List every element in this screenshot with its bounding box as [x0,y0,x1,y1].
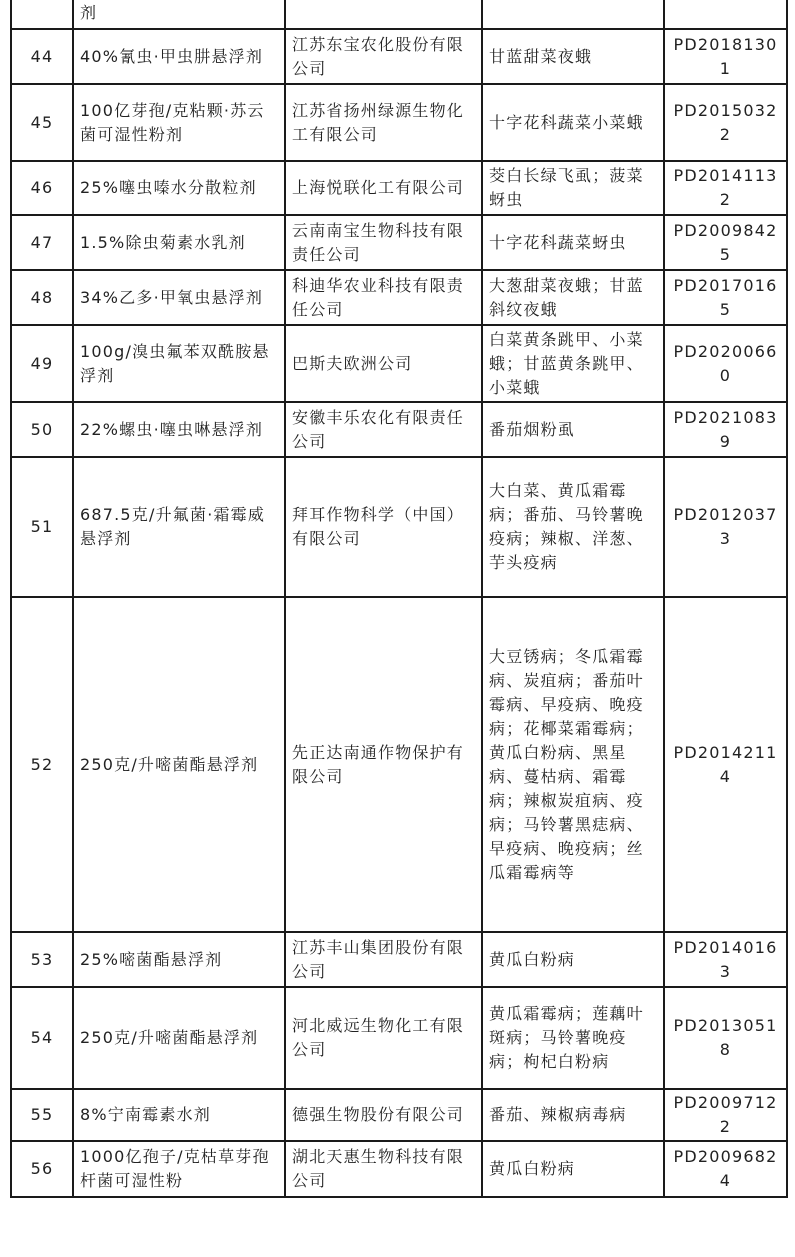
cell-registration-no: PD20210839 [664,402,787,457]
table-row [11,402,787,457]
cell-registration-no: PD20150322 [664,84,787,161]
cell-no: 48 [11,270,73,325]
cell-target: 番茄、辣椒病毒病 [482,1089,664,1141]
table-row [11,457,787,597]
cell-company: 拜耳作物科学（中国）有限公司 [285,457,482,597]
cell-target: 十字花科蔬菜小菜蛾 [482,84,664,161]
cell-company: 云南南宝生物科技有限责任公司 [285,215,482,270]
cell-product-name: 22%螺虫·噻虫啉悬浮剂 [73,402,285,457]
table-row [11,215,787,270]
cell-registration-no: PD20140163 [664,932,787,987]
cell-no: 44 [11,29,73,84]
cell-product-name: 40%氰虫·甲虫肼悬浮剂 [73,29,285,84]
cell-target: 十字花科蔬菜蚜虫 [482,215,664,270]
cell-company: 科迪华农业科技有限责任公司 [285,270,482,325]
cell-registration-no: PD20142114 [664,597,787,932]
table-row [11,932,787,987]
cell-target: 黄瓜白粉病 [482,932,664,987]
cell-product-name: 250克/升嘧菌酯悬浮剂 [73,597,285,932]
cell-target: 茭白长绿飞虱；菠菜蚜虫 [482,161,664,215]
cell-no: 51 [11,457,73,597]
cell-registration-no [664,0,787,29]
cell-no: 56 [11,1141,73,1197]
cell-no: 54 [11,987,73,1089]
cell-target: 白菜黄条跳甲、小菜蛾；甘蓝黄条跳甲、小菜蛾 [482,325,664,402]
table-row [11,1141,787,1197]
cell-no: 47 [11,215,73,270]
cell-company: 江苏省扬州绿源生物化工有限公司 [285,84,482,161]
cell-target: 大豆锈病；冬瓜霜霉病、炭疽病；番茄叶霉病、早疫病、晚疫病；花椰菜霜霉病；黄瓜白粉病、黑星病、蔓枯病、霜霉病；辣椒炭疽病、疫病；马铃薯黑痣病、早疫病、晚疫病；丝瓜霜霉病等 [482,597,664,932]
cell-target: 黄瓜白粉病 [482,1141,664,1197]
table-row [11,987,787,1089]
cell-product-name: 25%嘧菌酯悬浮剂 [73,932,285,987]
cell-product-name: 34%乙多·甲氧虫悬浮剂 [73,270,285,325]
cell-product-name: 100亿芽孢/克粘颗·苏云菌可湿性粉剂 [73,84,285,161]
table-row-fragment [11,0,787,29]
cell-no: 50 [11,402,73,457]
cell-company: 湖北天惠生物科技有限公司 [285,1141,482,1197]
cell-no: 53 [11,932,73,987]
table-row [11,325,787,402]
cell-product-name: 25%噻虫嗪水分散粒剂 [73,161,285,215]
cell-product-name: 100g/溴虫氟苯双酰胺悬浮剂 [73,325,285,402]
cell-target: 甘蓝甜菜夜蛾 [482,29,664,84]
cell-no: 52 [11,597,73,932]
cell-no [11,0,73,29]
cell-company: 巴斯夫欧洲公司 [285,325,482,402]
cell-no: 45 [11,84,73,161]
table-row [11,270,787,325]
cell-target: 番茄烟粉虱 [482,402,664,457]
cell-product-name: 1000亿孢子/克枯草芽孢杆菌可湿性粉 [73,1141,285,1197]
cell-company: 德强生物股份有限公司 [285,1089,482,1141]
table-row [11,1089,787,1141]
table-row [11,597,787,932]
cell-target: 大白菜、黄瓜霜霉病；番茄、马铃薯晚疫病；辣椒、洋葱、芋头疫病 [482,457,664,597]
cell-registration-no: PD20097122 [664,1089,787,1141]
table-body [11,0,787,1197]
cell-no: 49 [11,325,73,402]
pesticide-table [10,0,788,1198]
table-row [11,161,787,215]
cell-company: 河北威远生物化工有限公司 [285,987,482,1089]
cell-company: 江苏丰山集团股份有限公司 [285,932,482,987]
cell-product-name: 8%宁南霉素水剂 [73,1089,285,1141]
cell-target [482,0,664,29]
cell-company: 先正达南通作物保护有限公司 [285,597,482,932]
cell-no: 46 [11,161,73,215]
table-row [11,84,787,161]
cell-no: 55 [11,1089,73,1141]
cell-company: 江苏东宝农化股份有限公司 [285,29,482,84]
cell-company: 上海悦联化工有限公司 [285,161,482,215]
cell-product-name: 687.5克/升氟菌·霜霉威悬浮剂 [73,457,285,597]
cell-product-name: 250克/升嘧菌酯悬浮剂 [73,987,285,1089]
cell-company: 安徽丰乐农化有限责任公司 [285,402,482,457]
cell-registration-no: PD20120373 [664,457,787,597]
cell-registration-no: PD20141132 [664,161,787,215]
cell-registration-no: PD20098425 [664,215,787,270]
cell-product-name: 剂 [73,0,285,29]
cell-registration-no: PD20181301 [664,29,787,84]
table-row [11,29,787,84]
cell-registration-no: PD20130518 [664,987,787,1089]
cell-registration-no: PD20200660 [664,325,787,402]
cell-company [285,0,482,29]
cell-product-name: 1.5%除虫菊素水乳剂 [73,215,285,270]
cell-target: 大葱甜菜夜蛾；甘蓝斜纹夜蛾 [482,270,664,325]
cell-registration-no: PD20096824 [664,1141,787,1197]
cell-registration-no: PD20170165 [664,270,787,325]
cell-target: 黄瓜霜霉病；莲藕叶斑病；马铃薯晚疫病；枸杞白粉病 [482,987,664,1089]
